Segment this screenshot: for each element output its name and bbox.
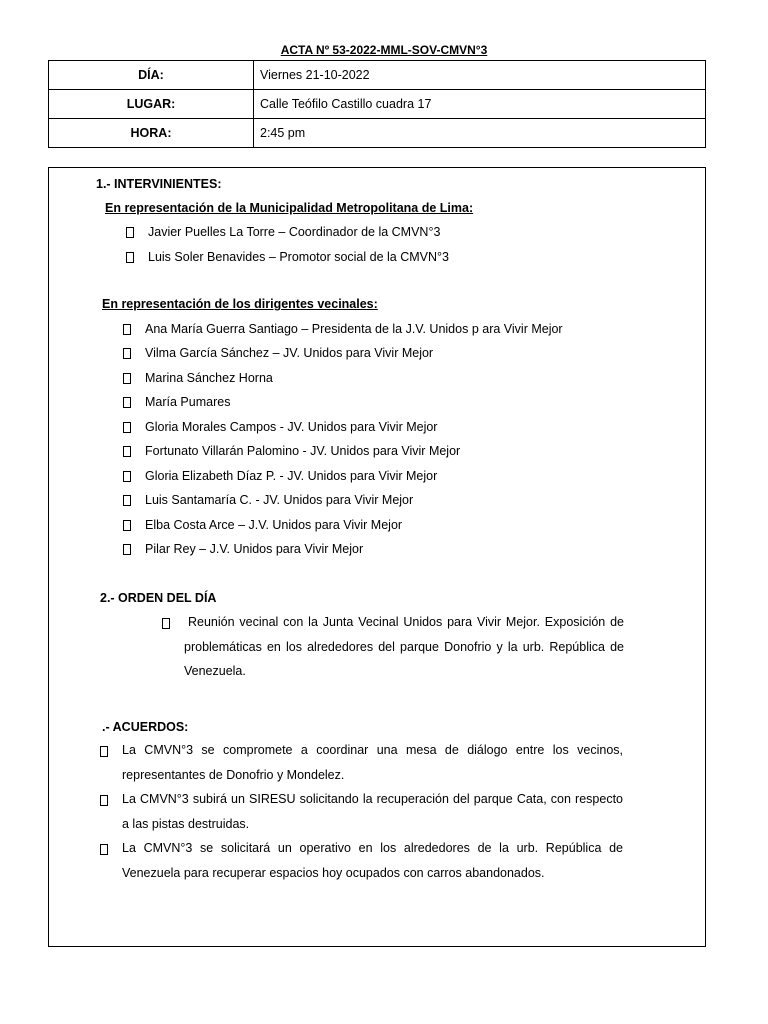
info-row-dia [49, 61, 706, 90]
info-label: HORA: [49, 119, 254, 148]
list-item: Luis Santamaría C. - JV. Unidos para Vivir Mejor [145, 493, 414, 507]
section-acuerdos-heading: .- ACUERDOS: [102, 720, 189, 734]
document-title: ACTA Nº 53-2022-MML-SOV-CMVN°3 [280, 43, 488, 57]
info-value: 2:45 pm [254, 119, 706, 148]
section-orden-heading: 2.- ORDEN DEL DÍA [100, 591, 217, 605]
list-item: Elba Costa Arce – J.V. Unidos para Vivir Mejor [145, 518, 403, 532]
bullet-icon [123, 517, 133, 533]
list-item: Gloria Elizabeth Díaz P. - JV. Unidos para Vivir Mejor [145, 469, 438, 483]
bullet-icon [100, 743, 110, 759]
bullet-icon [126, 249, 136, 265]
bullet-icon [123, 394, 133, 410]
info-value: Calle Teófilo Castillo cuadra 17 [254, 90, 706, 119]
info-label: LUGAR: [49, 90, 254, 119]
list-item: Fortunato Villarán Palomino - JV. Unidos para Vivir Mejor [145, 444, 461, 458]
bullet-icon [100, 792, 110, 808]
group-mml-heading: En representación de la Municipalidad Metropolitana de Lima: [105, 201, 474, 215]
list-item: Vilma García Sánchez – JV. Unidos para Vivir Mejor [145, 346, 434, 360]
info-row-lugar [49, 90, 706, 119]
info-label: DÍA: [49, 61, 254, 90]
list-item: Javier Puelles La Torre – Coordinador de la CMVN°3 [148, 225, 441, 239]
info-table [48, 60, 706, 148]
list-item: Pilar Rey – J.V. Unidos para Vivir Mejor [145, 542, 364, 556]
bullet-icon [100, 841, 110, 857]
list-item: María Pumares [145, 395, 231, 409]
section-intervinientes-heading: 1.- INTERVINIENTES: [96, 177, 222, 191]
bullet-icon [123, 492, 133, 508]
info-value: Viernes 21-10-2022 [254, 61, 706, 90]
group-vecinos-heading: En representación de los dirigentes vecinales: [102, 297, 378, 311]
list-item: Ana María Guerra Santiago – Presidenta de la J.V. Unidos p ara Vivir Mejor [145, 322, 563, 336]
bullet-icon [123, 370, 133, 386]
bullet-icon [123, 345, 133, 361]
acuerdo-item: La CMVN°3 se compromete a coordinar una mesa de diálogo entre los vecinos, representantes de Donofrio y Mondelez. [122, 743, 623, 782]
acuerdo-item: La CMVN°3 se solicitará un operativo en los alrededores de la urb. República de Venezuela para recuperar espacios hoy ocupados con carros abandonados. [122, 841, 623, 880]
bullet-icon [162, 615, 172, 631]
orden-item: Reunión vecinal con la Junta Vecinal Unidos para Vivir Mejor. Exposición de problemáticas en los alrededores del parque Donofrio y la urb. República de Venezuela. [184, 615, 624, 678]
bullet-icon [123, 541, 133, 557]
bullet-icon [123, 468, 133, 484]
bullet-icon [123, 419, 133, 435]
info-row-hora [49, 119, 706, 148]
list-item: Marina Sánchez Horna [145, 371, 273, 385]
list-item: Luis Soler Benavides – Promotor social de la CMVN°3 [148, 250, 449, 264]
bullet-icon [123, 321, 133, 337]
list-item: Gloria Morales Campos - JV. Unidos para Vivir Mejor [145, 420, 438, 434]
bullet-icon [123, 443, 133, 459]
bullet-icon [126, 224, 136, 240]
acuerdo-item: La CMVN°3 subirá un SIRESU solicitando la recuperación del parque Cata, con respecto a las pistas destruidas. [122, 792, 623, 831]
